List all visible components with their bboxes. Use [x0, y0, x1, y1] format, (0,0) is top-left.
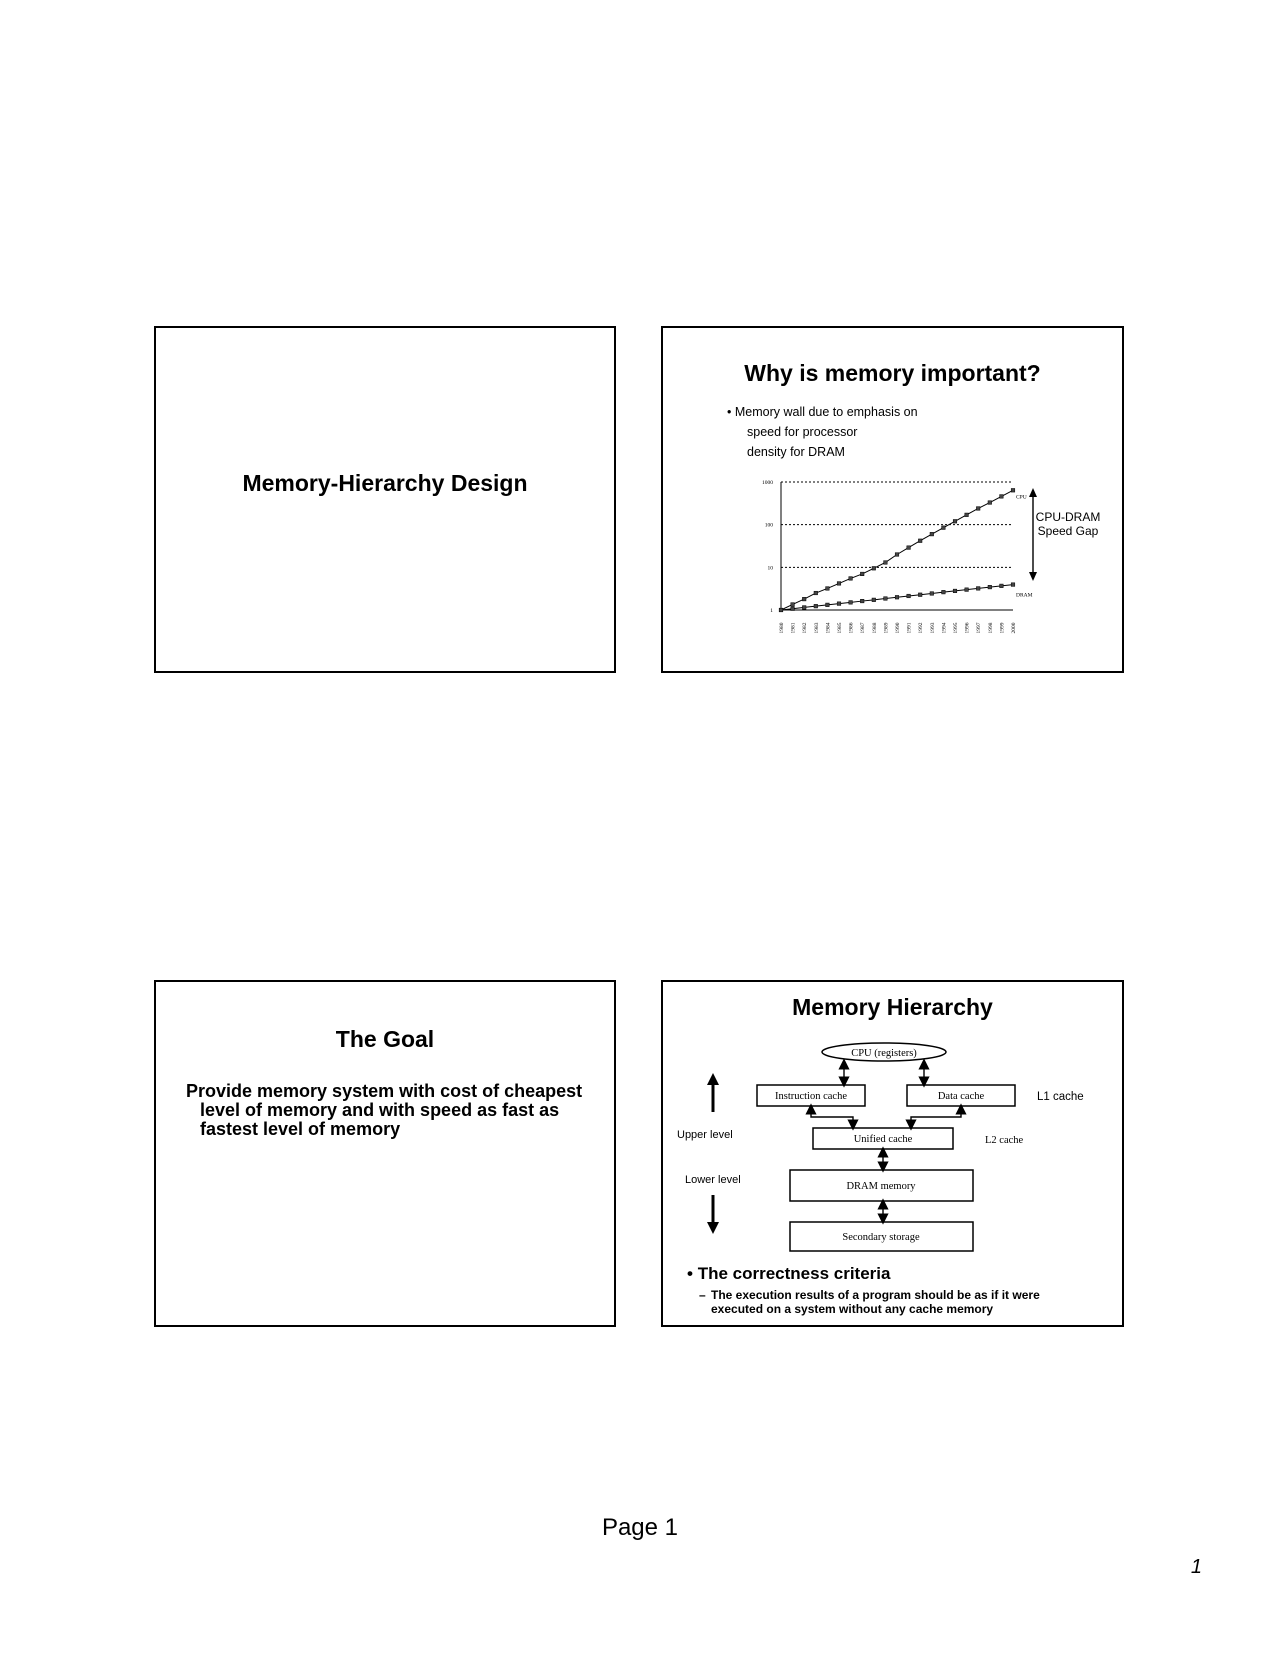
data-point-cpu: [988, 501, 992, 505]
correctness-criteria: [687, 1264, 890, 1284]
page-label: Page 1: [601, 1514, 679, 1541]
sub-bullet-speed: speed for processor: [747, 425, 858, 439]
instruction-cache-label: Instruction cache: [774, 1091, 848, 1102]
data-point-cpu: [837, 582, 841, 586]
data-point-dram: [884, 597, 888, 601]
data-point-dram: [942, 590, 946, 594]
data-point-cpu: [849, 577, 853, 581]
cpu-label: CPU (registers): [851, 1048, 917, 1059]
legend-cpu: CPU: [1016, 494, 1027, 501]
slide-4: [661, 980, 1124, 1327]
data-point-cpu: [1000, 495, 1004, 499]
data-point-cpu: [907, 546, 911, 550]
x-tick-label: 1991: [906, 622, 913, 634]
data-point-dram: [907, 594, 911, 598]
data-point-cpu: [942, 526, 946, 530]
correctness-criteria-detail: [699, 1288, 1071, 1316]
slide-3: [154, 980, 616, 1327]
y-tick-label: 10: [767, 565, 773, 572]
lower-level-label: Lower level: [685, 1174, 741, 1186]
speed-gap-arrow: [1029, 488, 1037, 581]
data-point-cpu: [860, 572, 864, 576]
slide-2: [661, 326, 1124, 673]
x-tick-label: 1999: [999, 622, 1006, 634]
data-cache-label: Data cache: [937, 1091, 985, 1102]
slide-3-title: The Goal: [335, 1026, 435, 1052]
slide-2-title: Why is memory important?: [744, 360, 1041, 386]
upper-level-label: Upper level: [677, 1129, 733, 1141]
data-point-dram: [953, 589, 957, 593]
cpu-dram-chart: [663, 328, 1122, 671]
bullet-memory-wall: • Memory wall due to emphasis on: [727, 405, 918, 419]
data-point-cpu: [953, 519, 957, 523]
data-point-dram: [976, 587, 980, 591]
arrow-icache-unified: [811, 1109, 853, 1125]
data-point-dram: [988, 585, 992, 589]
x-tick-label: 1986: [848, 622, 855, 634]
x-tick-label: 1980: [779, 622, 785, 634]
legend-dram: DRAM: [1016, 592, 1033, 599]
sub-bullet-density: density for DRAM: [747, 445, 845, 459]
x-tick-label: 1987: [860, 622, 867, 634]
data-point-dram: [1011, 583, 1015, 587]
data-point-cpu: [1011, 488, 1015, 492]
criteria-text: The correctness criteria: [697, 1264, 891, 1283]
x-tick-label: 1988: [871, 622, 878, 634]
slide-1-title: Memory-Hierarchy Design: [242, 470, 528, 496]
gap-label-line1: CPU-DRAM: [1035, 510, 1101, 524]
arrow-dcache-unified: [911, 1109, 961, 1125]
data-point-dram: [837, 602, 841, 606]
criteria-bullet: •: [687, 1264, 693, 1283]
data-point-cpu: [930, 532, 934, 536]
x-tick-label: 1983: [813, 622, 820, 634]
memory-hierarchy-diagram: [663, 982, 1122, 1262]
y-tick-label: 1000: [762, 480, 773, 486]
data-point-cpu: [976, 507, 980, 511]
x-tick-label: 1998: [987, 622, 994, 634]
data-point-dram: [918, 593, 922, 597]
slide-1: [154, 326, 616, 673]
page-number: 1: [1190, 1556, 1202, 1578]
data-point-cpu: [965, 513, 969, 517]
y-tick-label: 100: [764, 522, 773, 529]
data-point-dram: [849, 601, 853, 605]
x-tick-label: 1993: [929, 622, 936, 634]
x-tick-label: 1992: [918, 622, 925, 634]
data-point-dram: [802, 606, 806, 610]
dram-memory-label: DRAM memory: [846, 1181, 916, 1192]
secondary-storage-label: Secondary storage: [842, 1232, 920, 1243]
x-tick-label: 1989: [883, 622, 890, 634]
data-point-cpu: [895, 553, 899, 557]
data-point-cpu: [814, 591, 818, 595]
data-point-dram: [965, 588, 969, 592]
criteria-dash: –: [699, 1288, 706, 1302]
gap-label-line2: Speed Gap: [1037, 524, 1099, 538]
data-point-cpu: [872, 566, 876, 570]
slide-4-title: Memory Hierarchy: [792, 994, 993, 1020]
data-point-dram: [930, 592, 934, 596]
x-tick-label: 2000: [1011, 622, 1017, 634]
x-tick-label: 1990: [895, 622, 901, 634]
y-tick-label: 1: [770, 608, 773, 614]
x-tick-label: 1981: [790, 622, 797, 634]
criteria-detail-text: The execution results of a program should be as if it were executed on a system without any cache memory: [711, 1288, 1040, 1316]
x-tick-label: 1984: [825, 622, 832, 634]
l2-cache-label: L2 cache: [985, 1135, 1024, 1146]
data-point-dram: [860, 599, 864, 603]
x-tick-label: 1995: [953, 622, 959, 634]
data-point-dram: [814, 604, 818, 608]
data-point-cpu: [918, 539, 922, 543]
goal-text: Provide memory system with cost of cheapest level of memory and with speed as fast as fastest level of memory: [186, 1081, 583, 1139]
data-point-dram: [872, 598, 876, 602]
data-point-dram: [826, 603, 830, 607]
data-point-cpu: [791, 603, 795, 607]
x-tick-label: 1997: [976, 622, 983, 634]
data-point-dram: [895, 595, 899, 599]
x-tick-label: 1996: [964, 622, 971, 634]
lower-arrow-head: [707, 1222, 719, 1234]
x-tick-label: 1982: [802, 622, 809, 634]
data-point-cpu: [884, 561, 888, 565]
x-tick-label: 1985: [837, 622, 843, 634]
l1-cache-label: L1 cache: [1037, 1091, 1084, 1103]
data-point-dram: [1000, 584, 1004, 588]
x-tick-label: 1994: [941, 622, 948, 634]
data-point-dram: [791, 607, 795, 611]
data-point-dram: [779, 608, 783, 612]
data-point-cpu: [826, 587, 830, 591]
data-point-cpu: [802, 597, 806, 601]
upper-arrow-head: [707, 1073, 719, 1085]
unified-cache-label: Unified cache: [853, 1134, 913, 1145]
